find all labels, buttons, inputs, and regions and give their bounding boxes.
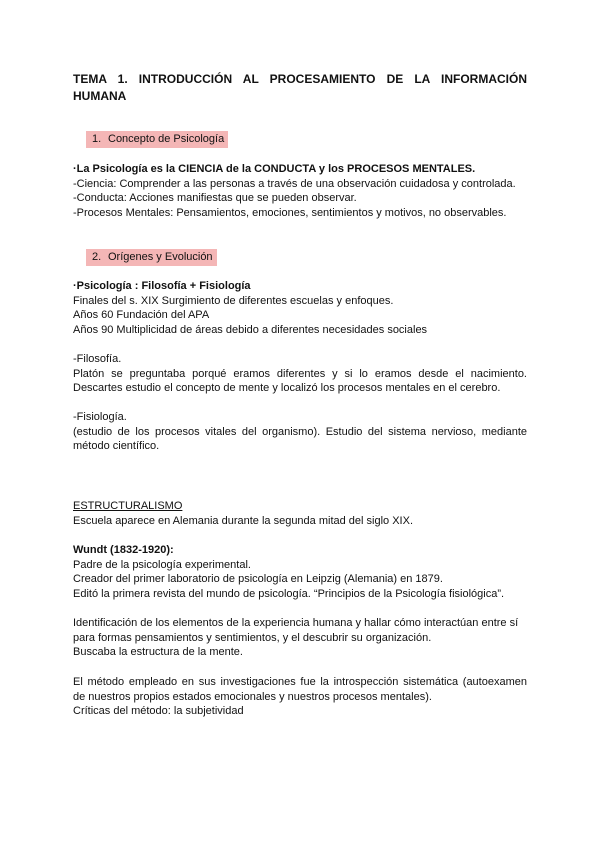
filosofia-label: -Filosofía. [73,353,122,365]
title-line-2: HUMANA [73,89,127,103]
fisiologia-block [73,410,527,454]
estructuralismo-heading: ESTRUCTURALISMO [73,500,183,512]
section-2-label: Orígenes y Evolución [108,251,213,263]
wundt-p1-line-3: Buscaba la estructura de la mente. [73,646,243,658]
fisiologia-label: -Fisiología. [73,411,127,423]
section-1-definition: ·La Psicología es la CIENCIA de la CONDUCTA y los PROCESOS MENTALES. [73,163,476,175]
section-1-number: 1. [92,133,102,145]
section-2-number: 2. [92,251,102,263]
section-2-heading [86,249,217,266]
estructuralismo-block [73,499,527,528]
timeline-line-1: Finales del s. XIX Surgimiento de diferentes escuelas y enfoques. [73,294,394,307]
filosofia-line-2: Descartes estudio el concepto de mente y localizó los procesos mentales en el cerebro. [73,382,501,394]
wundt-p1-line-1: Identificación de los elementos de la experiencia humana y hallar cómo interactúan entre sí [73,617,519,629]
timeline-line-2: Años 60 Fundación del APA [73,309,210,321]
conducta-line: -Conducta: Acciones manifiestas que se pueden observar. [73,192,357,204]
timeline-line-3: Años 90 Multiplicidad de áreas debido a diferentes necesidades sociales [73,323,428,336]
filosofia-line-1: Platón se preguntaba porqué eramos diferentes y si lo eramos desde el nacimiento. [73,367,527,380]
wundt-p2-line-3: Críticas del método: la subjetividad [73,705,244,717]
filosofia-block [73,352,527,396]
wundt-block [73,543,527,601]
wundt-p2-line-2: de nuestros propios estados emocionales y nuestros procesos mentales). [73,690,432,703]
wundt-heading: Wundt (1832-1920): [73,544,174,556]
section-2-body [73,279,527,337]
ciencia-line: -Ciencia: Comprender a las personas a través de una observación cuidadosa y controlada. [73,177,516,190]
section-2-definition: ·Psicología : Filosofía + Fisiología [73,280,251,292]
wundt-line-2: Creador del primer laboratorio de psicología en Leipzig (Alemania) en 1879. [73,573,443,585]
title-line-1: TEMA 1. INTRODUCCIÓN AL PROCESAMIENTO DE LA INFORMACIÓN [73,72,527,86]
section-1-heading [86,131,228,148]
estructuralismo-line: Escuela aparece en Alemania durante la segunda mitad del siglo XIX. [73,514,413,527]
fisiologia-line-2: método científico. [73,440,160,452]
wundt-p1-line-2: para formas pensamientos y sentimientos, y el descubrir su organización. [73,631,432,644]
wundt-p2-line-1: El método empleado en sus investigaciones fue la introspección sistemática (autoexamen [73,676,527,688]
wundt-paragraph-2 [73,675,527,719]
section-1-label: Concepto de Psicología [108,133,225,145]
section-1-body [73,162,527,220]
wundt-line-3: Editó la primera revista del mundo de psicología. “Principios de la Psicología fisiológica”. [73,587,505,600]
wundt-paragraph-1 [73,616,527,660]
fisiologia-line-1: (estudio de los procesos vitales del organismo). Estudio del sistema nervioso, mediante [73,425,527,438]
document-title [73,71,527,105]
wundt-line-1: Padre de la psicología experimental. [73,558,251,571]
procesos-mentales-line: -Procesos Mentales: Pensamientos, emociones, sentimientos y motivos, no observables. [73,206,507,219]
